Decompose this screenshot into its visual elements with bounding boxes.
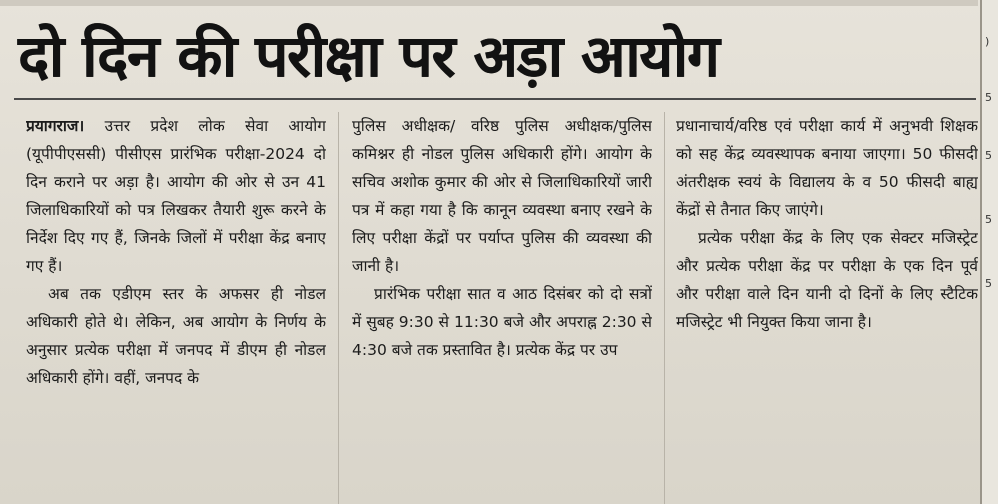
column-separator-2 — [664, 112, 665, 504]
edge-mark: ) — [985, 35, 990, 48]
dateline: प्रयागराज। — [26, 117, 85, 135]
edge-mark: 5 — [985, 149, 992, 162]
headline-rule — [14, 98, 976, 100]
column-separator-1 — [338, 112, 339, 504]
article-headline: दो दिन की परीक्षा पर अड़ा आयोग — [18, 22, 719, 90]
article-column-1 — [26, 112, 326, 504]
column-1-paragraph-2: अब तक एडीएम स्तर के अफसर ही नोडल अधिकारी होते थे। लेकिन, अब आयोग के निर्णय के अनुसार प्रत्येक परीक्षा में जनपद में डीएम ही नोडल अधिकारी होंगे। वहीं, जनपद के — [26, 285, 326, 387]
column-1-paragraph-1 — [26, 112, 326, 280]
clipping-top-edge — [0, 0, 978, 6]
column-3-paragraph-1: प्रधानाचार्य/वरिष्ठ एवं परीक्षा कार्य में अनुभवी शिक्षक को सह केंद्र व्यवस्थापक बनाया जाएगा। 50 फीसदी अंतरीक्षक स्वयं के विद्यालय के व 50 फीसदी बाह्य केंद्रों से तैनात किए जाएंगे। — [676, 117, 978, 219]
column-2-paragraph-2: प्रारंभिक परीक्षा सात व आठ दिसंबर को दो सत्रों में सुबह 9:30 से 11:30 बजे और अपराह्न 2:30 से 4:30 बजे तक प्रस्तावित है। प्रत्येक केंद्र पर उप — [352, 285, 652, 359]
edge-mark: 5 — [985, 277, 992, 290]
column-2-paragraph-1: पुलिस अधीक्षक/ वरिष्ठ पुलिस अधीक्षक/पुलिस कमिश्नर ही नोडल पुलिस अधिकारी होंगे। आयोग के सचिव अशोक कुमार की ओर से जिलाधिकारियों जारी पत्र में कहा गया है कि कानून व्यवस्था बनाए रखने के लिए परीक्षा केंद्रों पर पर्याप्त पुलिस की व्यवस्था की जानी है। — [352, 117, 652, 275]
article-column-3 — [676, 112, 978, 504]
edge-mark: 5 — [985, 91, 992, 104]
column-1-paragraph-1-text: उत्तर प्रदेश लोक सेवा आयोग (यूपीपीएससी) पीसीएस प्रारंभिक परीक्षा-2024 दो दिन कराने पर अड़ा है। आयोग की ओर से उन 41 जिलाधिकारियों को पत्र लिखकर तैयारी शुरू करने के निर्देश दिए गए हैं, जिनके जिलों में परीक्षा केंद्र बनाए गए हैं। — [26, 117, 326, 275]
adjacent-page-edge — [980, 0, 998, 504]
edge-mark: 5 — [985, 213, 992, 226]
column-3-paragraph-2: प्रत्येक परीक्षा केंद्र के लिए एक सेक्टर मजिस्ट्रेट और प्रत्येक परीक्षा केंद्र पर परीक्षा के एक दिन पूर्व और परीक्षा वाले दिन यानी दो दिनों के लिए स्टैटिक मजिस्ट्रेट भी नियुक्त किया जाना है। — [676, 229, 978, 331]
article-column-2 — [352, 112, 652, 504]
